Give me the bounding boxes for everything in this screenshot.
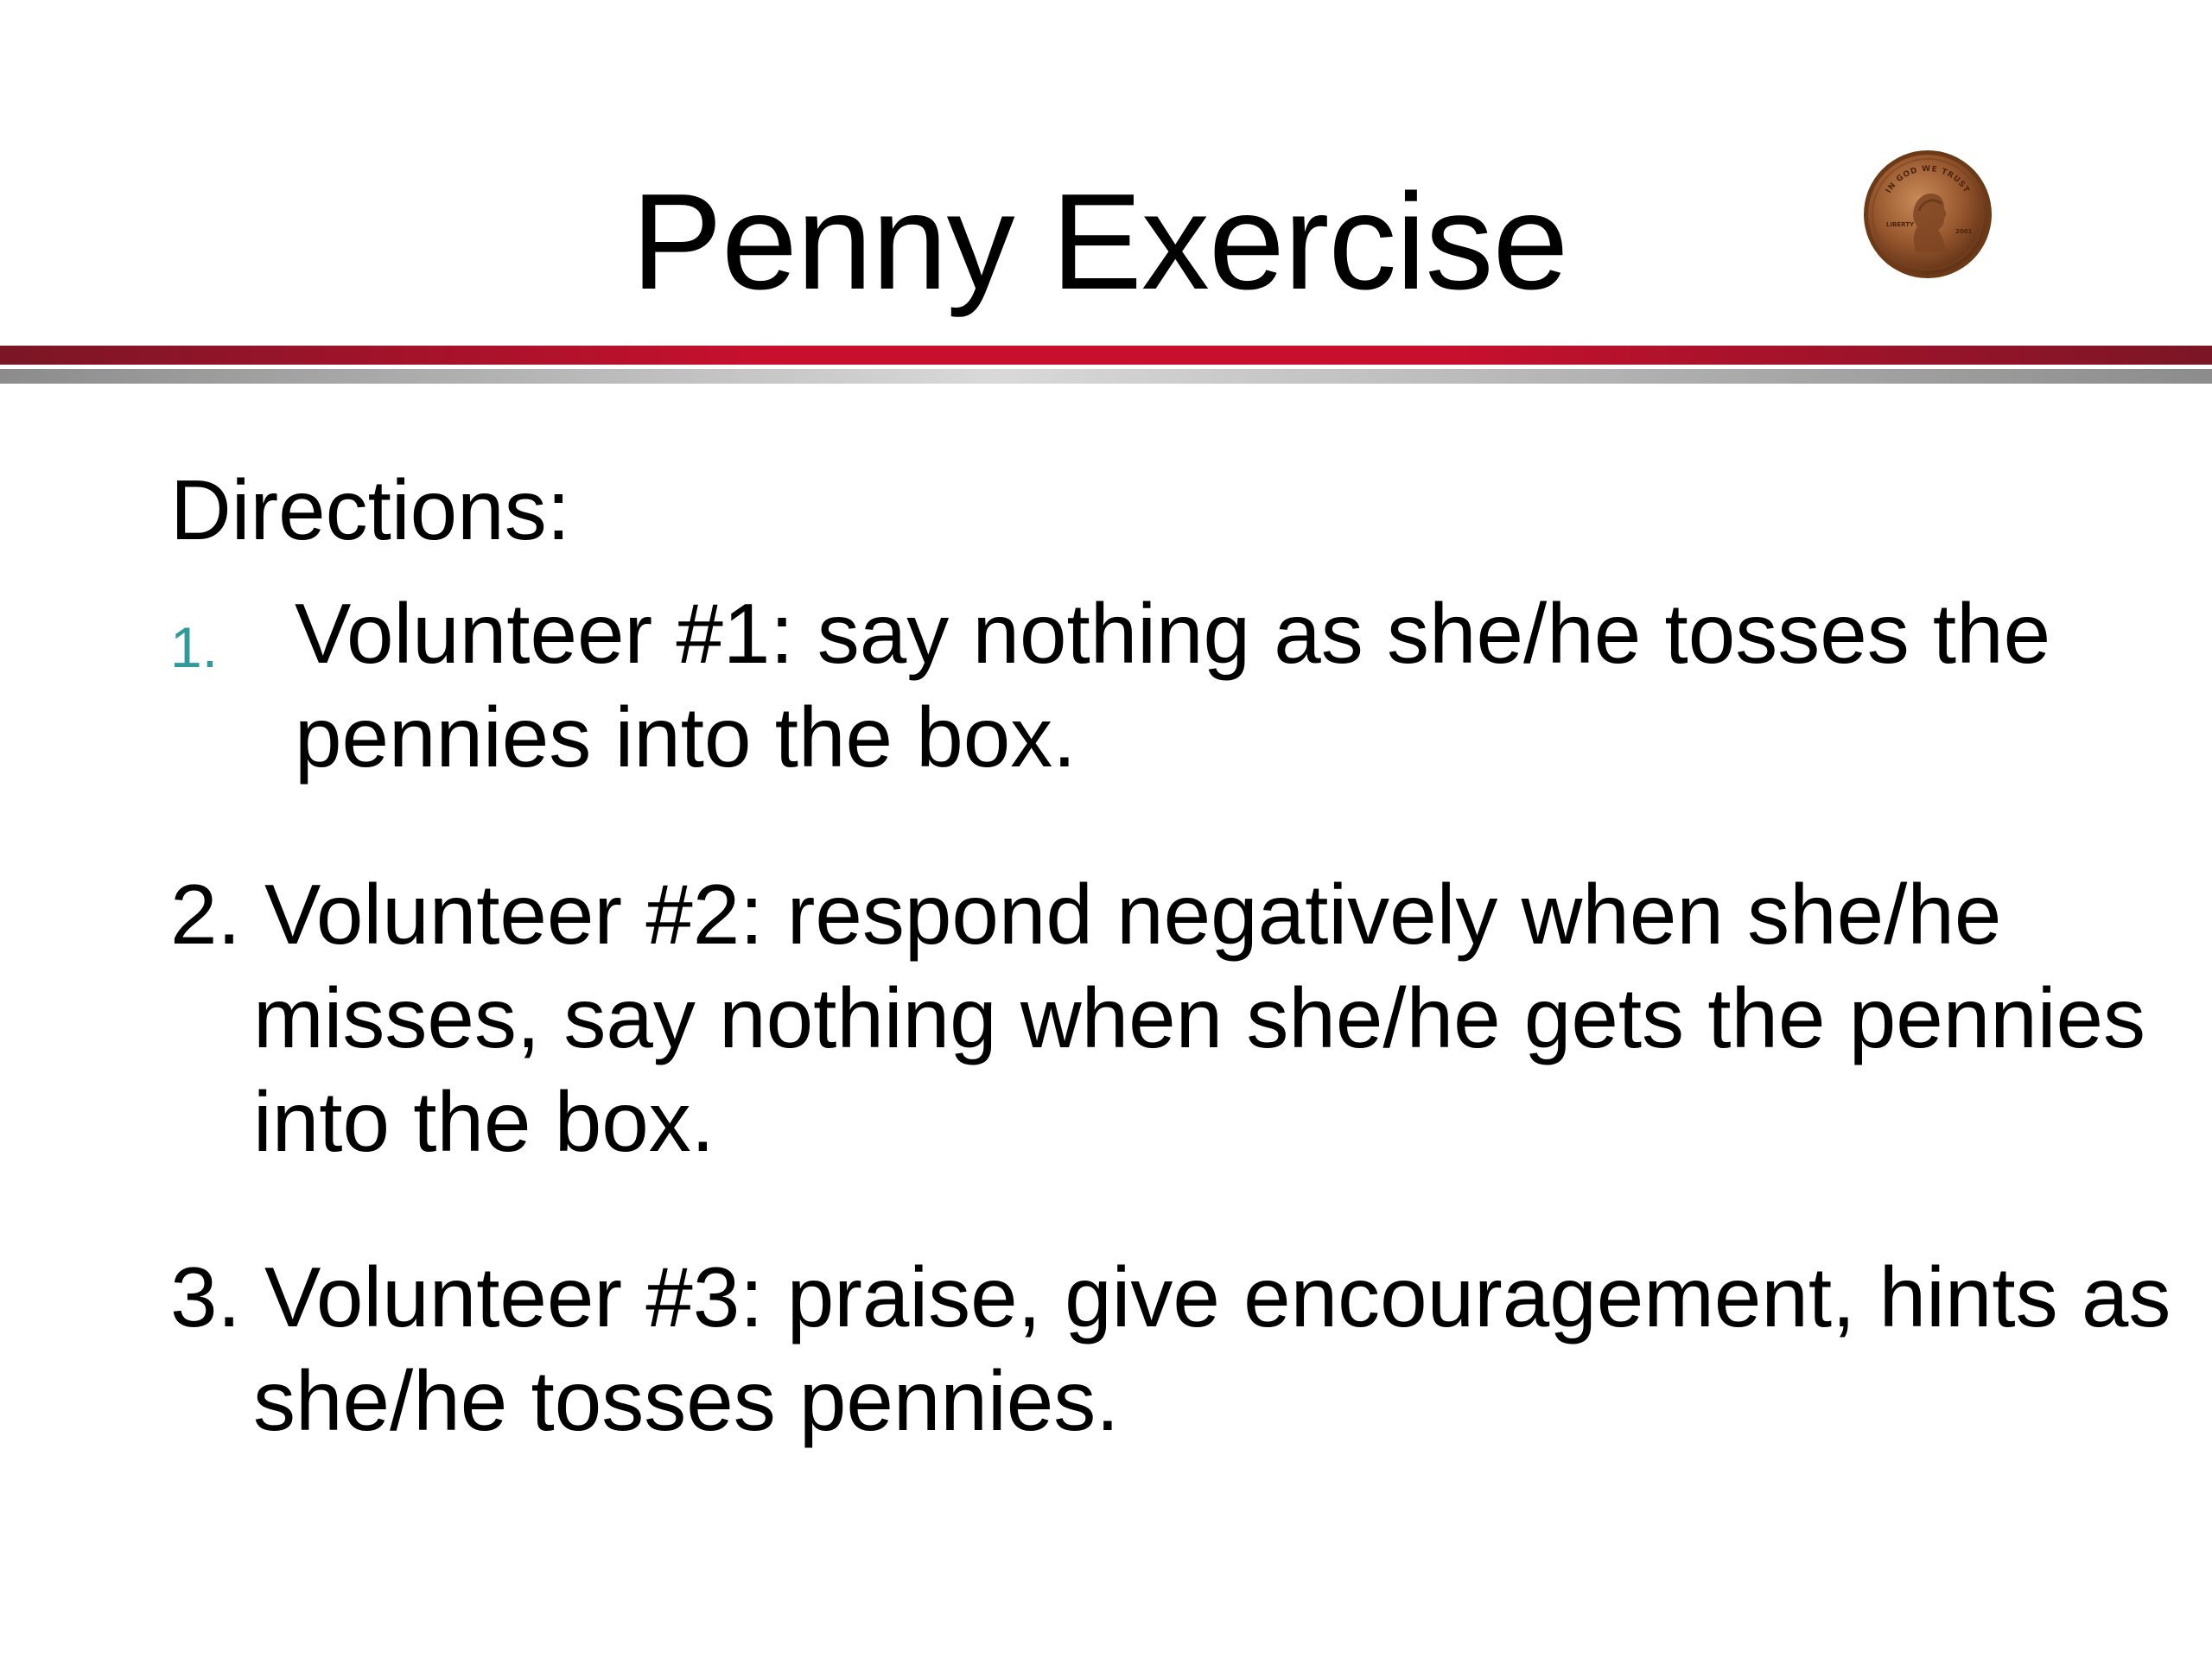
penny-left-text: LIBERTY bbox=[1886, 221, 1915, 228]
directions-heading: Directions: bbox=[170, 462, 570, 557]
slide-title: Penny Exercise bbox=[631, 166, 1568, 318]
title-divider-gray bbox=[0, 369, 2212, 384]
penny-coin-icon bbox=[1862, 149, 1993, 280]
title-divider-red bbox=[0, 346, 2212, 365]
penny-year-text: 2001 bbox=[1955, 228, 1973, 235]
list-item-number: 1. bbox=[170, 615, 219, 679]
list-item-text: Volunteer #1: say nothing as she/he tosses the pennies into the box. bbox=[295, 586, 2051, 785]
list-item: 2. Volunteer #2: respond negatively when she/he misses, say nothing when she/he gets the pennies into the box. bbox=[170, 867, 2146, 1169]
list-item: 3. Volunteer #3: praise, give encouragement, hints as she/he tosses pennies. bbox=[170, 1249, 2171, 1448]
penny-rim-text: IN GOD WE TRUST bbox=[1885, 164, 1971, 195]
